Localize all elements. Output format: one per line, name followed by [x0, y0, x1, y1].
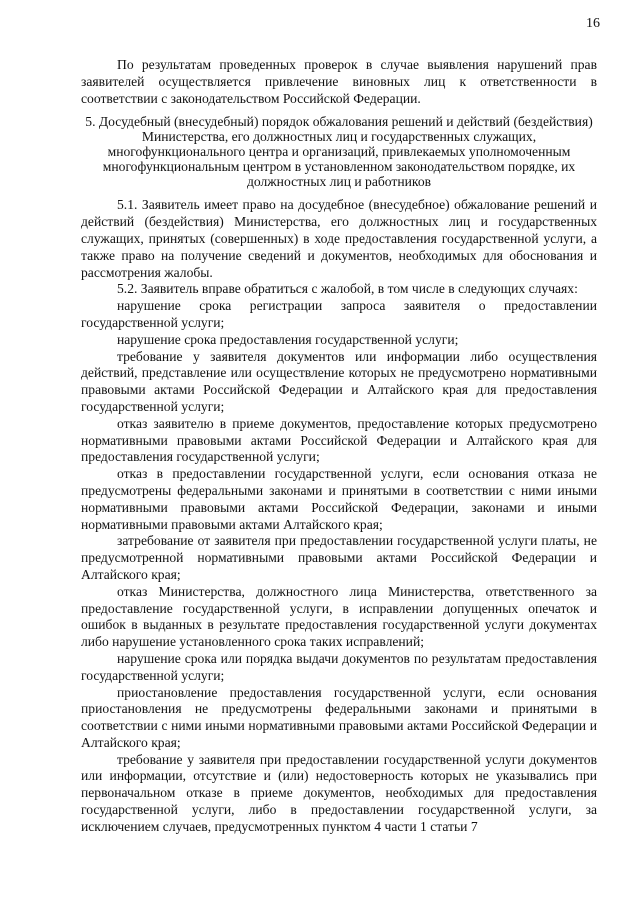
section-heading: 5. Досудебный (внесудебный) порядок обжалования решений и действий (бездействия) Министерства, его должностных лиц и государственных служащих, многофункционального центра и организаций, привлекаемых уполномоченным многофункциональным центром в установленном законодательством порядке, их должностных лиц и работников — [85, 114, 593, 190]
list-item: отказ заявителю в приеме документов, предоставление которых предусмотрено нормативными правовыми актами Российской Федерации и Алтайского края для предоставления государственной услуги; — [81, 415, 597, 465]
page-content — [81, 57, 597, 836]
list-item: требование у заявителя документов или информации либо осуществления действий, представление или осуществление которых не предусмотрено нормативными правовыми актами Российской Федерации и Алтайского края для предоставления государственной услуги; — [81, 348, 597, 414]
clause-5-2: 5.2. Заявитель вправе обратиться с жалобой, в том числе в следующих случаях: — [117, 281, 578, 297]
intro-paragraph: По результатам проведенных проверок в случае выявления нарушений прав заявителей осуществляется привлечение виновных лиц к ответственности в соответствии с законодательством Российской Федерации. — [81, 57, 597, 106]
list-item: приостановление предоставления государственной услуги, если основания приостановления не предусмотрены федеральными законами и принятыми в соответствии с ними иными нормативными правовыми актами Российской Федерации и Алтайского края; — [81, 684, 597, 750]
clause-5-1: 5.1. Заявитель имеет право на досудебное (внесудебное) обжалование решений и действий (бездействия) Министерства, его должностных лиц и государственных служащих, принятых (совершенных) в ходе предоставления государственной услуги, а также право на получение сведений и документов, необходимых для обоснования и рассмотрения жалобы. — [81, 197, 597, 280]
list-item: требование у заявителя при предоставлении государственной услуги документов или информации, отсутствие и (или) недостоверность которых не указывались при первоначальном отказе в приеме документов, необходимых для предоставления государственной услуги, либо в предоставлении государственной услуги, за исключением случаев, предусмотренных пунктом 4 части 1 статьи 7 — [81, 751, 597, 834]
list-item: нарушение срока предоставления государственной услуги; — [117, 331, 459, 347]
list-item: нарушение срока регистрации запроса заявителя о предоставлении государственной услуги; — [81, 298, 597, 330]
list-item: нарушение срока или порядка выдачи документов по результатам предоставления государственной услуги; — [81, 650, 597, 683]
list-item: отказ в предоставлении государственной услуги, если основания отказа не предусмотрены федеральными законами и принятыми в соответствии с ними иными нормативными правовыми актами Российской Федерации, законами и иными нормативными правовыми актами Алтайского края; — [81, 466, 597, 532]
list-item: затребование от заявителя при предоставлении государственной услуги платы, не предусмотренной нормативными правовыми актами Российской Федерации и Алтайского края; — [81, 533, 597, 582]
list-item: отказ Министерства, должностного лица Министерства, ответственного за предоставление государственной услуги, в исправлении допущенных опечаток и ошибок в выданных в результате предоставления государственной услуги документах либо нарушение установленного срока таких исправлений; — [81, 583, 597, 650]
page-number: 16 — [586, 16, 600, 31]
